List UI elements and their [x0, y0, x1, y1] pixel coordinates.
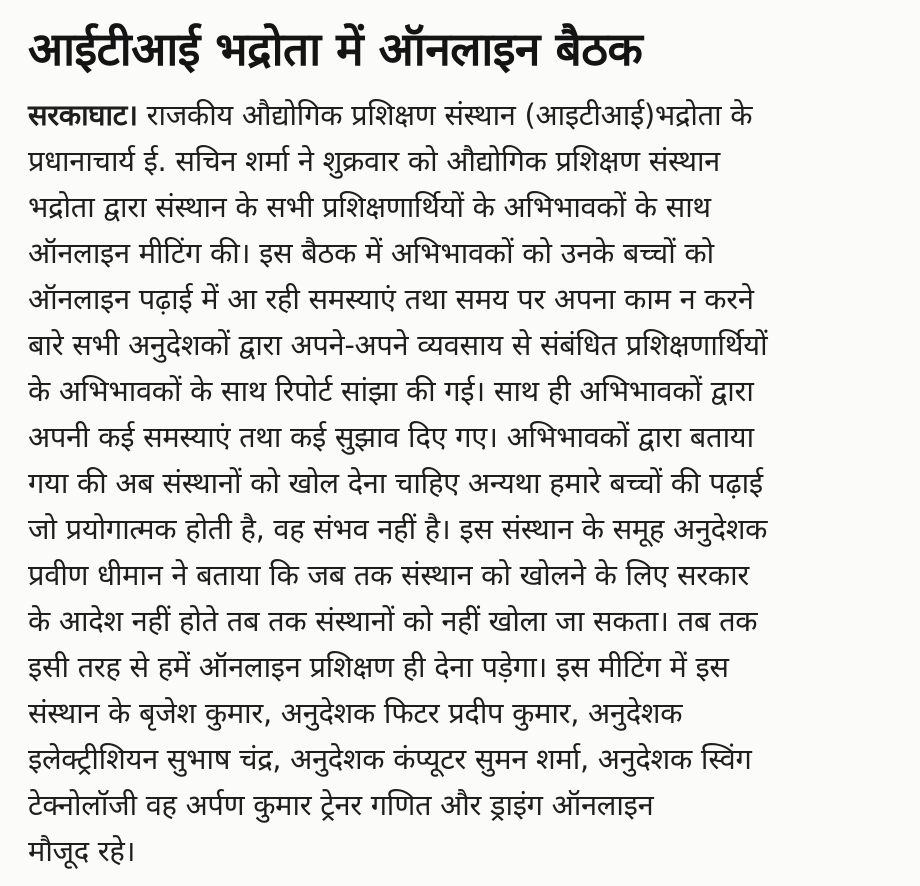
- article-line-8: अपनी कई समस्याएं तथा कई सुझाव दिए गए। अभिभावकों द्वारा बताया: [28, 420, 754, 454]
- article-line-11: प्रवीण धीमान ने बताया कि जब तक संस्थान को खोलने के लिए सरकार: [28, 558, 749, 592]
- article-line-1: [28, 92, 908, 138]
- article-line-4: ऑनलाइन मीटिंग की। इस बैठक में अभिभावकों को उनके बच्चों को: [28, 236, 714, 270]
- article-line-7: के अभिभावकों के साथ रिपोर्ट सांझा की गई। साथ ही अभिभावकों द्वारा: [28, 374, 754, 408]
- dateline: सरकाघाट।: [28, 98, 138, 132]
- article-line-10: जो प्रयोगात्मक होती है, वह संभव नहीं है। इस संस्थान के समूह अनुदेशक: [28, 512, 768, 546]
- article-line-14: संस्थान के बृजेश कुमार, अनुदेशक फिटर प्रदीप कुमार, अनुदेशक: [28, 696, 683, 730]
- article-body: [28, 92, 908, 874]
- article-line-15: इलेक्ट्रीशियन सुभाष चंद्र, अनुदेशक कंप्यूटर सुमन शर्मा, अनुदेशक स्विंग: [28, 742, 752, 776]
- headline: आईटीआई भद्रोता में ऑनलाइन बैठक: [28, 22, 643, 76]
- article-line-1-text: राजकीय औद्योगिक प्रशिक्षण संस्थान (आइटीआई)भद्रोता के: [137, 98, 753, 132]
- article-line-16: टेक्नोलॉजी वह अर्पण कुमार ट्रेनर गणित और ड्राइंग ऑनलाइन: [28, 788, 654, 822]
- article-line-9: गया की अब संस्थानों को खोल देना चाहिए अन्यथा हमारे बच्चों की पढ़ाई: [28, 466, 763, 500]
- article-line-2: प्रधानाचार्य ई. सचिन शर्मा ने शुक्रवार को औद्योगिक प्रशिक्षण संस्थान: [28, 144, 720, 178]
- article-line-3: भद्रोता द्वारा संस्थान के सभी प्रशिक्षणार्थियों के अभिभावकों के साथ: [28, 190, 711, 224]
- article-line-13: इसी तरह से हमें ऑनलाइन प्रशिक्षण ही देना पड़ेगा। इस मीटिंग में इस: [28, 650, 729, 684]
- article-line-6: बारे सभी अनुदेशकों द्वारा अपने-अपने व्यवसाय से संबंधित प्रशिक्षणार्थियों: [28, 328, 768, 362]
- article-line-12: के आदेश नहीं होते तब तक संस्थानों को नहीं खोला जा सकता। तब तक: [28, 604, 758, 638]
- article-line-17: मौजूद रहे।: [28, 834, 136, 868]
- article-line-5: ऑनलाइन पढ़ाई में आ रही समस्याएं तथा समय पर अपना काम न करने: [28, 282, 754, 316]
